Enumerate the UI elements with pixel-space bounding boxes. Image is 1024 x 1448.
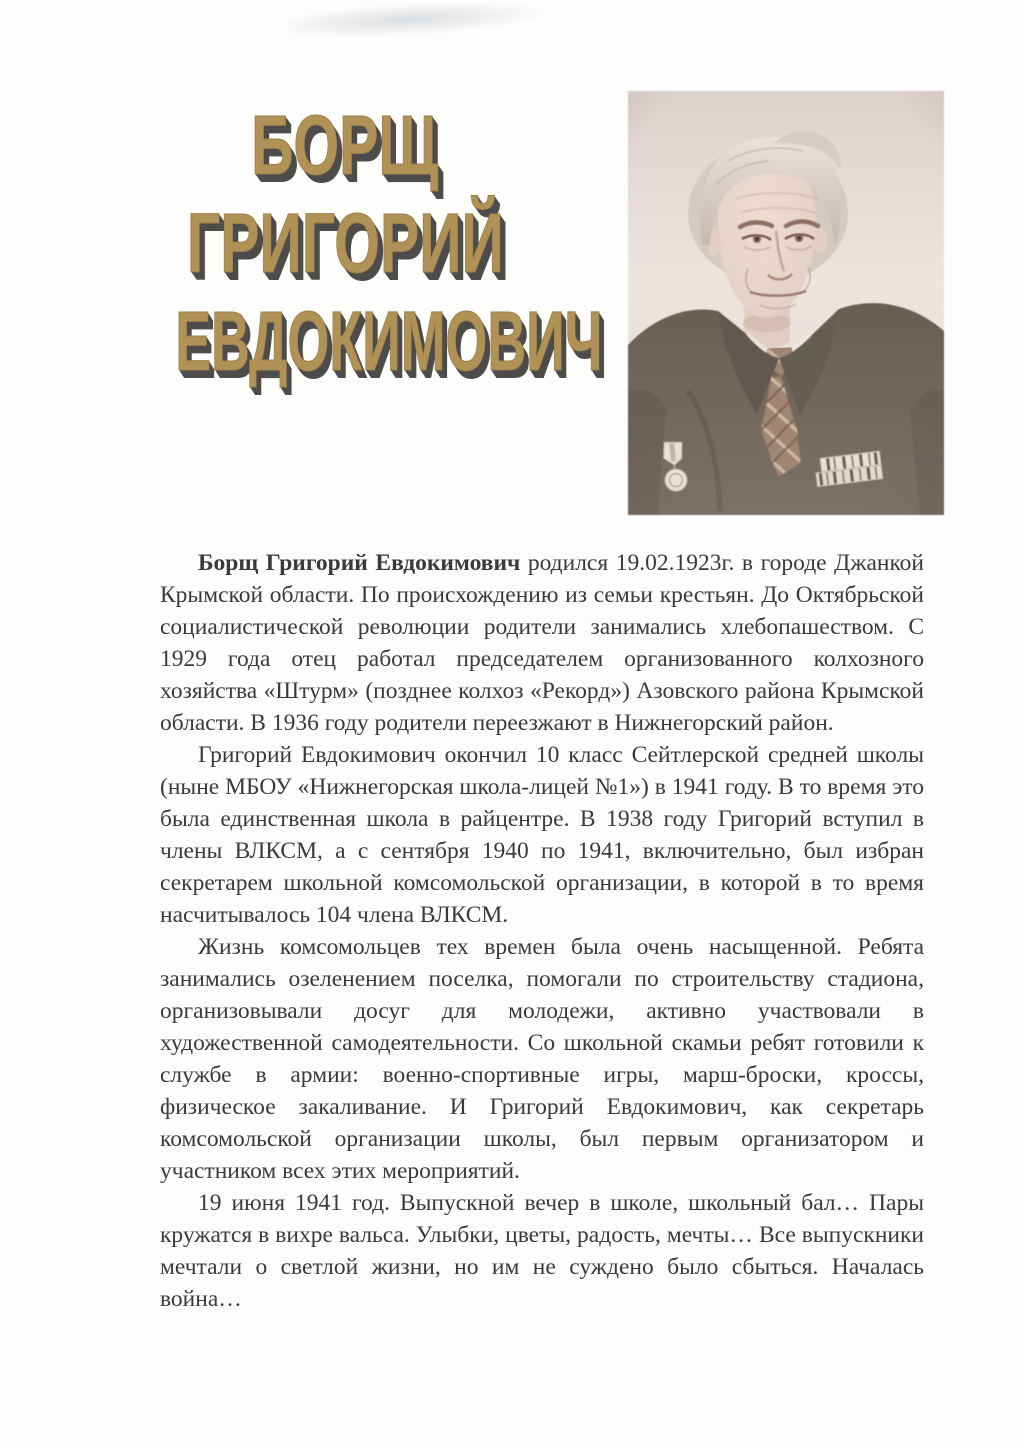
title-text: ЕВДОКИМОВИЧ [175, 294, 603, 388]
person-name-bold: Борщ Григорий Евдокимович [198, 550, 521, 576]
photo-vignette [628, 91, 944, 515]
paragraph-school [160, 739, 924, 931]
paragraph-text: 19 июня 1941 год. Выпускной вечер в школе, школьный бал… Пары кружатся в вихре вальса. Улыбки, цветы, радость, мечты… Все выпускники мечтали о светлой жизни, но им не суждено было сбыться. Началась война… [160, 1190, 924, 1312]
title-text: ГРИГОРИЙ [186, 196, 504, 290]
paragraph-text: Григорий Евдокимович окончил 10 класс Сейтлерской средней школы (ныне МБОУ «Нижнегорская школа-лицей №1») в 1941 году. В то время это была единственная школа в райцентре. В 1938 году Григорий вступил в члены ВЛКСМ, а с сентября 1940 по 1941, включительно, был избран секретарем школьной комсомольской организации, в которой в то время насчитывалось 104 члена ВЛКСМ. [160, 742, 924, 928]
title-line-patronymic [55, 292, 635, 390]
title-text: БОРЩ [251, 98, 439, 192]
scan-smudge [287, 0, 553, 43]
paragraph-text: Жизнь комсомольцев тех времен была очень насыщенной. Ребята занимались озеленением поселка, помогали по строительству стадиона, организовывали досуг для молодежи, активно участвовали в художественной самодеятельности. Со школьной скамьи ребят готовили к службе в армии: военно-спортивные игры, марш-броски, кроссы, физическое закаливание. И Григорий Евдокимович, как секретарь комсомольской организации школы, был первым организатором и участником всех этих мероприятий. [160, 934, 924, 1184]
portrait-photo [628, 91, 944, 515]
title-line-firstname [55, 194, 635, 292]
paragraph-graduation [160, 1187, 924, 1315]
paragraph-birth [160, 547, 924, 739]
biography-text [160, 547, 924, 1315]
document-title [55, 96, 635, 390]
paragraph-text: родился 19.02.1923г. в городе Джанкой Крымской области. По происхождению из семьи крестьян. До Октябрьской социалистической революции родители занимались хлебопашеством. С 1929 года отец работал председателем организованного колхозного хозяйства «Штурм» (позднее колхоз «Рекорд») Азовского района Крымской области. В 1936 году родители переезжают в Нижнегорский район. [160, 550, 925, 736]
title-line-surname [55, 96, 635, 194]
paragraph-komsomol-life [160, 931, 924, 1187]
